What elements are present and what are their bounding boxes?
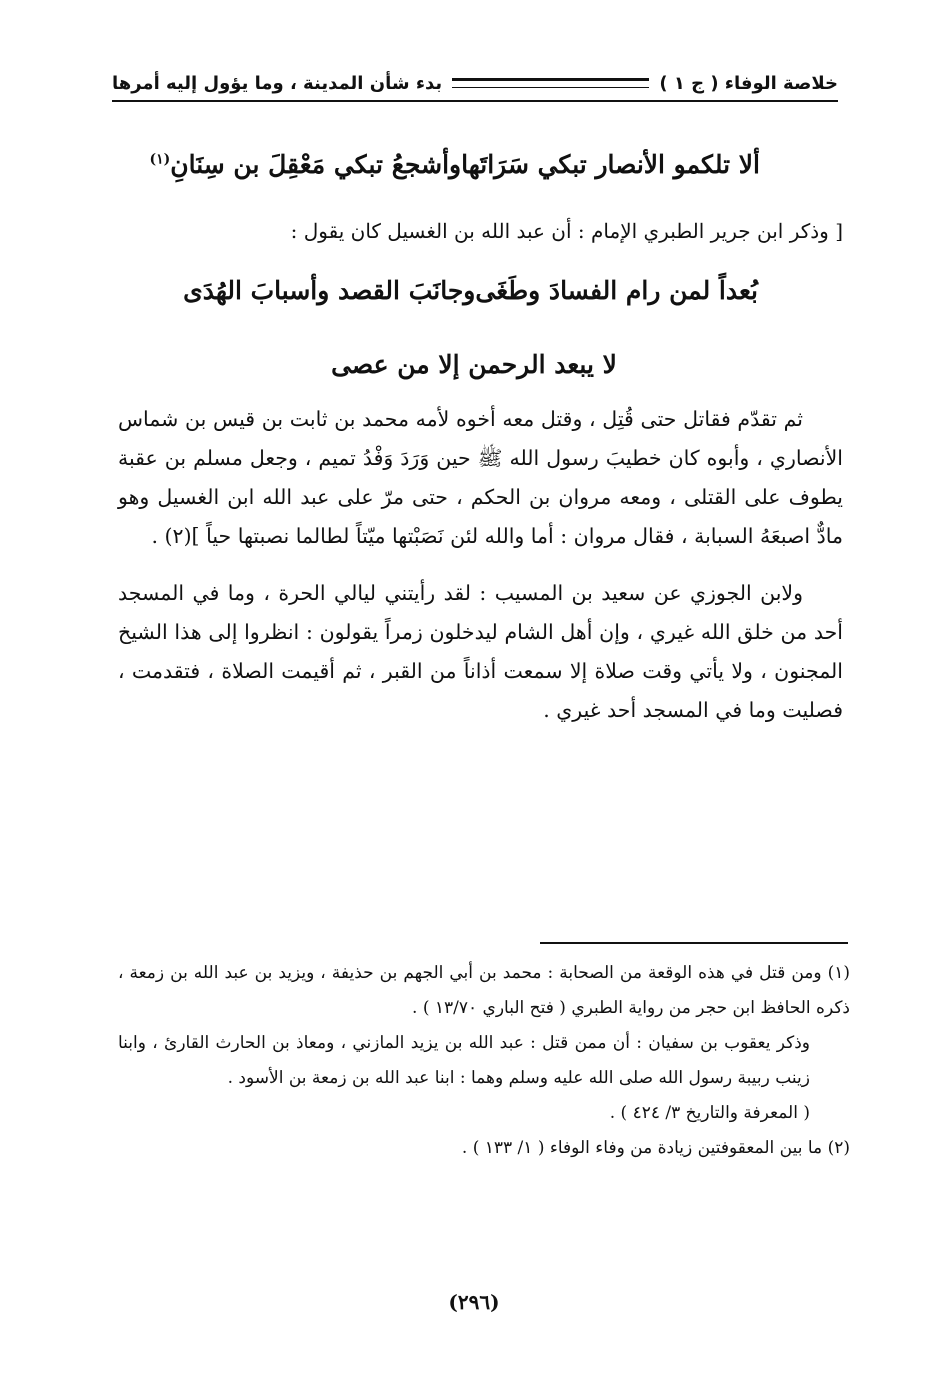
footnote-1: (١) ومن قتل في هذه الوقعة من الصحابة : محمد بن أبي الجهم بن حذيفة ، ويزيد بن عبد الله بن زمعة ، ذكره الحافظ ابن حجر من رواية الطبري ( فتح الباري ١٣/٧٠ ) . (118, 963, 850, 1018)
verse-2-hemistich-1: بُعداً لمن رام الفسادَ وطَغَى (475, 276, 758, 305)
paragraph-2: ولابن الجوزي عن سعيد بن المسيب : لقد رأيتني ليالي الحرة ، وما في المسجد أحد من خلق الله غيري ، وإن أهل الشام ليدخلون زمراً يقولون : انظروا إلى هذا الشيخ المجنون ، ولا يأتي وقت صلاة إلا سمعت أذاناً من القبر ، ثم أقيمت الصلاة ، فتقدمت ، فصليت وما في المسجد أحد غيري . (118, 581, 843, 722)
intro-text: [ وذكر ابن جرير الطبري الإمام : أن عبد الله بن الغسيل كان يقول : (290, 219, 843, 243)
verse-2-hemistich-2: وجانَبَ القصد وأسبابَ الهُدَى (183, 276, 476, 305)
verse-1-hemistich-1: ألا تلكمو الأنصار تبكي سَرَاتَها (461, 150, 760, 179)
footnotes (118, 956, 850, 1166)
header-book-title: خلاصة الوفاء ( ج ١ ) (659, 72, 838, 94)
intro-line (118, 212, 843, 251)
verse-1 (149, 150, 760, 179)
running-header (112, 66, 838, 102)
footnote-separator (540, 942, 848, 944)
footnote-1-reference: ( المعرفة والتاريخ ٣/ ٤٢٤ ) . (609, 1103, 810, 1123)
body-text (118, 400, 843, 730)
paragraph-1: ثم تقدّم فقاتل حتى قُتِل ، وقتل معه أخوه لأمه محمد بن ثابت بن قيس بن شماس الأنصاري ، وأبوه كان خطيبَ رسول الله ﷺ حين وَرَدَ وَفْدُ تميم ، وجعل مسلم بن عقبة يطوف على القتلى ، ومعه مروان بن الحكم ، حتى مرّ على عبد الله ابن الغسيل وهو مادٌّ اصبعَهُ السبابة ، فقال مروان : أما والله لئن نَصَبْتها ميّتاً لطالما نصبتها حياً ](٢) . (118, 407, 843, 548)
footnote-marker-1: (١) (149, 151, 171, 168)
verse-3: لا يبعد الرحمن إلا من عصى (331, 350, 617, 379)
header-chapter-title: بدء شأن المدينة ، وما يؤول إليه أمرها (112, 72, 443, 94)
header-rule (452, 78, 649, 88)
footnote-2: (٢) ما بين المعقوفتين زيادة من وفاء الوفاء ( ١/ ١٣٣ ) . (461, 1138, 850, 1158)
verse-1-hemistich-2: وأشجعُ تبكي مَعْقِلَ بن سِنَانِ$^{(١)}$ (149, 150, 462, 179)
verse-2 (183, 276, 758, 305)
footnote-1-continuation: وذكر يعقوب بن سفيان : أن ممن قتل : عبد الله بن يزيد المازني ، ومعاذ بن الحارث القارئ ، وابنا زينب ربيبة رسول الله صلى الله عليه وسلم وهما : ابنا عبد الله بن زمعة بن الأسود . (118, 1033, 810, 1088)
page-number: (٢٩٦) (448, 1290, 500, 1314)
